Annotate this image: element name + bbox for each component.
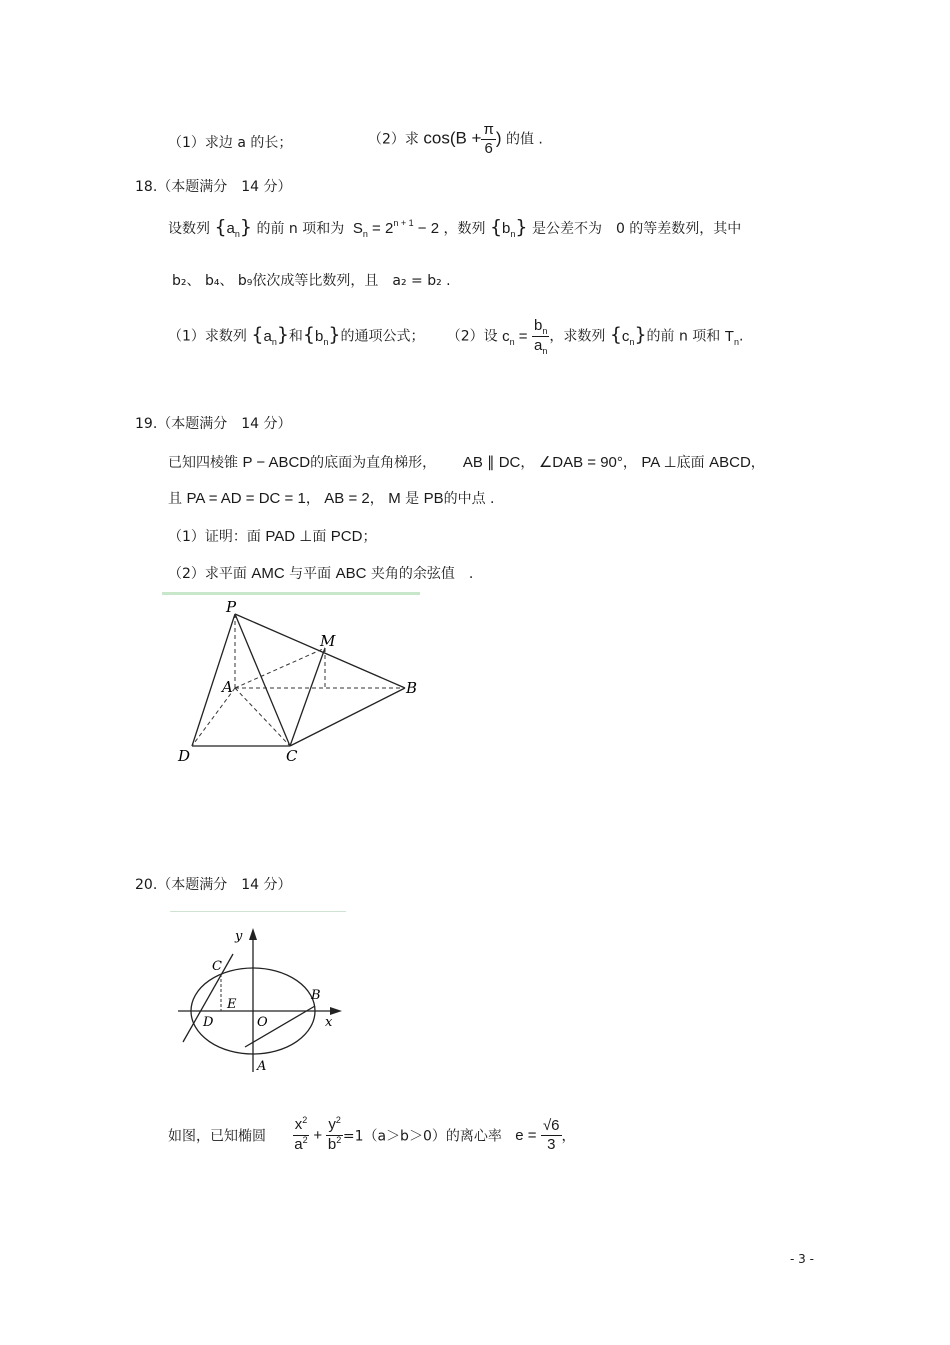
q19-line1: 已知四棱锥 P − ABCD的底面为直角梯形， AB ∥ DC， ∠DAB = 90°， PA ⊥底面 ABCD，	[168, 454, 765, 471]
label-B: B	[406, 679, 418, 697]
label-D: D	[178, 747, 191, 765]
pyramid-figure	[170, 596, 430, 772]
label-A: A	[257, 1059, 267, 1074]
q19-header: 19.（本题满分 14 分）	[135, 416, 292, 432]
q20-header: 20.（本题满分 14 分）	[135, 877, 292, 893]
ellipse-figure	[175, 922, 345, 1077]
x-axis-arrow	[330, 1007, 342, 1015]
q20-line1: 如图，已知椭圆 $\frac{x^2}{a^2}$ + $\frac{y^2}{b^2}$ =1（a＞b＞0）的离心率 e = $\frac{√6}{3}$ ，	[168, 1115, 576, 1153]
q19-line3: （1）证明：面 PAD ⊥面 PCD；	[168, 528, 377, 545]
label-O: O	[257, 1015, 268, 1030]
q17-part2: （2）求 cos(B + $\frac{\pi}{6}$ ) 的值 .	[368, 121, 543, 157]
label-C: C	[286, 747, 298, 765]
q18-line1: 设数列 $\{a_n\}$ 的前 n 项和为 $S_n = 2^{n + 1} - 2$ ，数列 $\{b_n\}$ 是公差不为 0 的等差数列，其中	[168, 216, 742, 239]
y-axis-arrow	[249, 928, 257, 940]
label-y: y	[235, 929, 243, 944]
q18-header: 18.（本题满分 14 分）	[135, 179, 292, 195]
q19-line2: 且 PA = AD = DC = 1， AB = 2， M 是 PB的中点 .	[168, 490, 495, 507]
label-A: A	[222, 678, 233, 696]
page-number: - 3 -	[790, 1252, 814, 1266]
label-C: C	[212, 959, 222, 974]
q18-line3: （1）求数列 $\{a_n\}$和$\{b_n\}$的通项公式； （2）设 $c_n$ = $\frac{b_n}{a_n}$ ，求数列 $\{c_n\}$的前 n 项和 $T_n$.	[168, 317, 744, 356]
label-P: P	[226, 598, 237, 616]
label-M: M	[320, 632, 336, 650]
label-E: E	[227, 997, 237, 1012]
q17-part1: （1）求边 a 的长；	[168, 135, 293, 151]
label-B: B	[311, 988, 321, 1003]
q18-line2: b₂、 b₄、 b₉依次成等比数列，且 a₂ = b₂ .	[172, 273, 451, 289]
q19-line4: （2）求平面 AMC 与平面 ABC 夹角的余弦值 .	[168, 565, 474, 582]
label-x: x	[325, 1015, 333, 1030]
label-D: D	[203, 1015, 214, 1030]
figure-separator	[162, 592, 420, 595]
figure-separator-2	[170, 911, 346, 912]
